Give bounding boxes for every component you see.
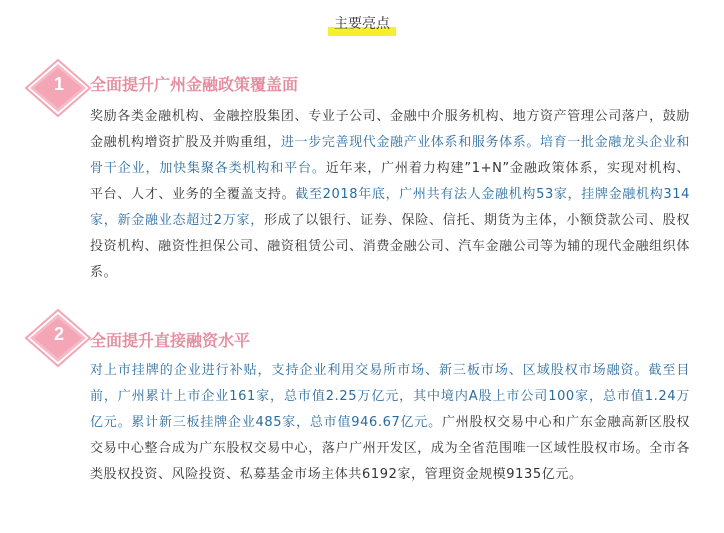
section-2-badge: [18, 308, 98, 378]
section-2-title: 全面提升直接融资水平: [90, 331, 251, 350]
page-title: [328, 14, 396, 34]
section-2-body-part-2: 广州股权交易中心和广东金融高新区股权交易中心整合成为广东股权交易中心，落户广州开发区，成为全省范围唯一区域性股权市场。全市各类股权投资、风险投资、私募基金市场主体共6192家，管理资金规模9135亿元。: [90, 415, 691, 482]
section-1-badge: [18, 58, 98, 128]
section-1-body-part-4: 截至2018年底，广州共有法人金融机构53家，挂牌金融机构314家，新金融业态超过2万家，: [90, 187, 690, 228]
section-2-body-part-1: 对上市挂牌的企业进行补贴，支持企业利用交易所市场、新三板市场、区域股权市场融资。截至目前，广州累计上市企业161家，总市值2.25万亿元，其中境内A股上市公司100家，总市值1.24万亿元。累计新三板挂牌企业485家，总市值946.67亿元。: [90, 363, 690, 430]
section-1-body: [90, 104, 690, 286]
section-1-body-part-1: 奖励各类金融机构、金融控股集团、专业子公司、金融中介服务机构、地方资产管理公司落户，鼓励金融机构增资扩股及并购重组，: [90, 109, 690, 150]
section-1-title: 全面提升广州金融政策覆盖面: [90, 75, 299, 94]
section-1-number: 1: [54, 74, 65, 94]
section-1-body-part-2: 进一步完善现代金融产业体系和服务体系。培育一批金融龙头企业和骨干企业，加快集聚各类机构和平台。: [90, 135, 690, 176]
section-1-body-part-5: 形成了以银行、证券、保险、信托、期货为主体，小额贷款公司、股权投资机构、融资性担保公司、融资租赁公司、消费金融公司、汽车金融公司等为辅的现代金融组织体系。: [90, 213, 690, 280]
page-title-text: 主要亮点: [334, 16, 390, 32]
section-2-number: 2: [54, 324, 65, 344]
header: [0, 13, 724, 34]
section-1-body-part-3: 近年来，广州着力构建”1+N”金融政策体系，实现对机构、平台、人才、业务的全覆盖支持。: [90, 161, 690, 202]
section-2-body: [90, 358, 690, 488]
